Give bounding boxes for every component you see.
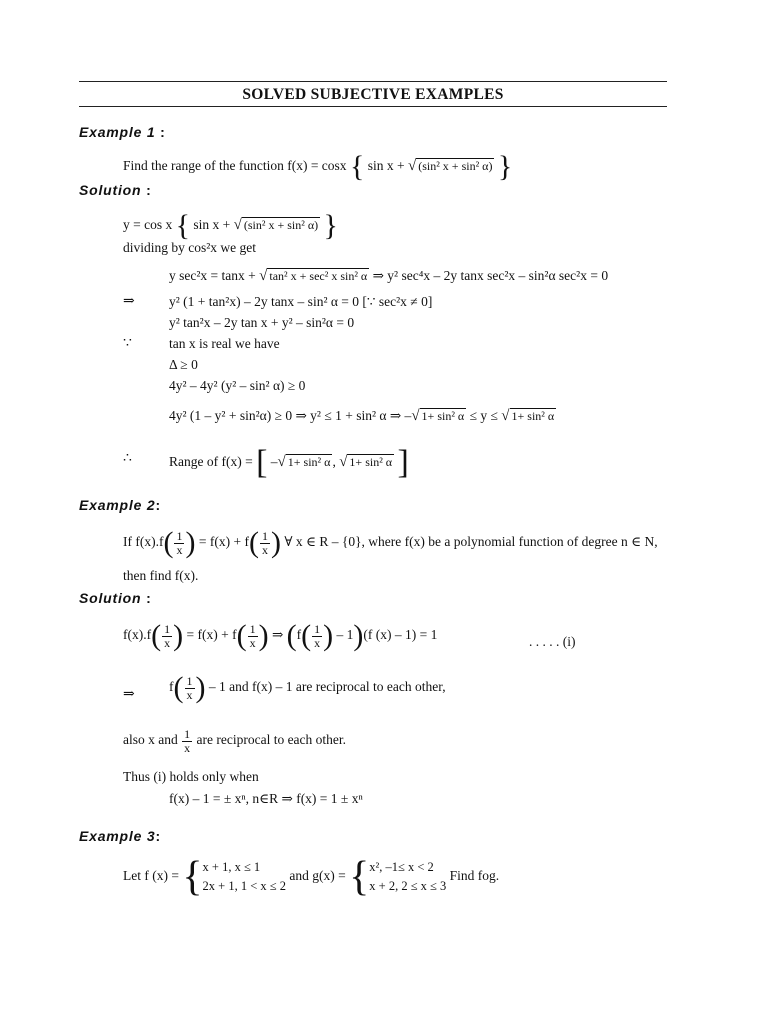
solution-1-line-1-lhs: y = cos x: [123, 217, 173, 233]
example-2-colon: :: [155, 497, 161, 513]
example-1-colon: :: [160, 124, 166, 140]
left-paren: (: [151, 619, 162, 652]
right-paren: ): [195, 671, 206, 704]
fraction-denominator: x: [314, 635, 321, 650]
f-case-2: 2x + 1, 1 < x ≤ 2: [202, 879, 286, 893]
f-case-1: x + 1, x ≤ 1: [202, 859, 261, 874]
right-paren: ): [258, 619, 269, 652]
example-3-label: Example 3: [79, 828, 156, 844]
example-1-label: Example 1: [79, 124, 156, 140]
right-bracket: ]: [397, 444, 409, 481]
sqrt-icon: √: [259, 268, 268, 284]
solution-1-line-8: 4y² – 4y² (y² – sin² α) ≥ 0: [169, 378, 306, 393]
example-3-part-a: Let f (x) =: [123, 868, 183, 884]
right-paren: ): [353, 619, 364, 652]
example-3-colon: :: [155, 828, 161, 844]
left-brace: {: [349, 854, 370, 900]
top-rule: [79, 81, 667, 82]
heading-rule: [79, 106, 667, 107]
fraction-denominator: x: [261, 542, 268, 557]
left-brace: {: [175, 209, 191, 242]
solution-2-line-1-a: f(x).f: [123, 627, 152, 643]
example-1-heading: [79, 124, 166, 140]
right-brace: }: [323, 209, 338, 242]
fraction-one-over-x: [312, 623, 322, 649]
implies-symbol: ⇒: [123, 294, 135, 309]
fraction-one-over-x: [185, 675, 195, 701]
left-paren: (: [173, 671, 184, 704]
solution-2-line-3: [123, 728, 346, 754]
right-paren: ): [173, 619, 184, 652]
therefore-symbol: ∴: [123, 451, 132, 466]
fraction-one-over-x: [162, 623, 172, 649]
sqrt-icon: √: [407, 158, 417, 175]
page-heading: SOLVED SUBJECTIVE EXAMPLES: [242, 86, 504, 103]
solution-2-line-1-f: (f (x) – 1) = 1: [363, 627, 438, 643]
solution-1-line-1-sqrt: (sin² x + sin² α): [243, 218, 319, 233]
example-3-part-c: Find fog.: [446, 868, 500, 884]
solution-2-line-1-c: ⇒: [268, 627, 287, 643]
solution-1-line-2: dividing by cos²x we get: [123, 240, 257, 255]
solution-1-line-5: y² tan²x – 2y tan x + y² – sin²α = 0: [169, 315, 355, 330]
range-comma: ,: [332, 454, 340, 470]
right-paren: ): [270, 526, 281, 559]
example-1-statement-text: Find the range of the function f(x) = cosx: [123, 158, 347, 174]
fraction-numerator: 1: [176, 528, 183, 543]
fraction-denominator: x: [249, 635, 256, 650]
range-lower-sqrt: 1+ sin² α: [287, 455, 331, 470]
fraction-one-over-x: [182, 728, 192, 754]
solution-2-line-2: [169, 673, 446, 703]
solution-2-label: Solution: [79, 590, 142, 606]
solution-2-line-1-b: = f(x) + f: [183, 627, 237, 643]
solution-2-heading: [79, 590, 152, 606]
left-paren: (: [236, 619, 247, 652]
g-case-2: x + 2, 2 ≤ x ≤ 3: [369, 879, 447, 893]
example-2-part-c: ∀ x ∈ R – {0}, where f(x) be a polynomial function of degree n ∈ N,: [280, 534, 658, 550]
solution-2-line-5: f(x) – 1 = ± xⁿ, n∈R ⇒ f(x) = 1 ± xⁿ: [169, 791, 363, 806]
example-3-heading: [79, 828, 161, 844]
solution-1-line-3-sqrt: tan² x + sec² x sin² α: [269, 269, 368, 283]
solution-1-line-9-sqrt-2: 1+ sin² α: [511, 409, 555, 423]
sqrt-icon: √: [277, 454, 286, 471]
example-3-statement: [123, 856, 499, 898]
fraction-numerator: 1: [184, 727, 191, 741]
fraction-numerator: 1: [249, 621, 256, 636]
example-2-statement: [123, 528, 658, 558]
solution-1-line-1-expr: sin x +: [193, 217, 234, 233]
implies-symbol: ⇒: [123, 687, 135, 702]
solution-2-line-3-b: are reciprocal to each other.: [193, 732, 347, 748]
solution-1-line-10: [169, 446, 409, 480]
fraction-denominator: x: [186, 687, 193, 702]
range-label: Range of f(x) =: [169, 454, 257, 470]
solution-1-line-9: [169, 408, 556, 424]
example-1-brace-expr: sin x +: [367, 158, 408, 174]
example-2-part-a: If f(x).f: [123, 534, 164, 550]
f-piecewise-cases: [203, 858, 286, 897]
solution-1-line-4: y² (1 + tan²x) – 2y tanx – sin² α = 0 [∵ sec²x ≠ 0]: [169, 294, 433, 309]
solution-1-line-9-sqrt-1: 1+ sin² α: [421, 409, 465, 423]
solution-2-line-3-a: also x and: [123, 732, 182, 748]
left-paren: (: [301, 619, 312, 652]
fraction-numerator: 1: [164, 621, 171, 636]
solution-1-line-9-lhs: 4y² (1 – y² + sin²α) ≥ 0 ⇒ y² ≤ 1 + sin² α ⇒ –: [169, 408, 412, 423]
fraction-numerator: 1: [261, 528, 268, 543]
right-brace: }: [497, 150, 513, 183]
equation-tag-i: . . . . . (i): [529, 634, 576, 649]
fraction-one-over-x: [174, 530, 184, 556]
example-1-statement: [123, 152, 512, 182]
example-3-part-b: and g(x) =: [285, 868, 350, 884]
example-1-sqrt-expr: (sin² x + sin² α): [418, 159, 493, 174]
right-paren: ): [323, 619, 334, 652]
solution-1-line-9-mid: ≤ y ≤: [466, 408, 502, 423]
fraction-one-over-x: [248, 623, 258, 649]
fraction-denominator: x: [176, 542, 183, 557]
example-2-part-b: = f(x) + f: [195, 534, 249, 550]
left-paren: (: [286, 619, 297, 652]
left-brace: {: [182, 854, 203, 900]
solution-2-colon: :: [146, 590, 152, 606]
solution-2-line-1-e: – 1: [333, 627, 354, 643]
solution-2-line-4: Thus (i) holds only when: [123, 769, 259, 784]
fraction-denominator: x: [184, 740, 191, 755]
sqrt-icon: √: [411, 408, 420, 424]
fraction-numerator: 1: [314, 621, 321, 636]
left-paren: (: [248, 526, 259, 559]
solution-1-label: Solution: [79, 182, 142, 198]
example-2-heading: [79, 497, 161, 513]
solution-1-line-7: Δ ≥ 0: [169, 357, 198, 372]
left-brace: {: [349, 150, 365, 183]
solution-2-line-2-a: f: [169, 679, 174, 695]
sqrt-icon: √: [339, 454, 348, 471]
left-paren: (: [163, 526, 174, 559]
solution-1-line-3-lhs: y sec²x = tanx +: [169, 268, 260, 283]
g-case-1: x², –1≤ x < 2: [369, 859, 434, 874]
solution-2-line-1: [123, 621, 437, 651]
solution-1-line-3: [169, 268, 608, 284]
fraction-one-over-x: [260, 530, 270, 556]
solution-2-line-2-b: – 1 and f(x) – 1 are reciprocal to each other,: [205, 679, 446, 695]
solution-1-line-1: [123, 211, 338, 241]
because-symbol: ∵: [123, 336, 132, 351]
solution-1-line-3-rhs: ⇒ y² sec⁴x – 2y tanx sec²x – sin²α sec²x = 0: [372, 268, 609, 283]
range-upper-sqrt: 1+ sin² α: [349, 455, 393, 470]
g-piecewise-cases: [369, 858, 446, 897]
solution-1-colon: :: [146, 182, 152, 198]
solution-1-line-6: tan x is real we have: [169, 336, 280, 351]
fraction-numerator: 1: [186, 673, 193, 688]
example-2-statement-line-2: then find f(x).: [123, 568, 199, 583]
sqrt-icon: √: [233, 217, 242, 234]
left-bracket: [: [256, 444, 268, 481]
solution-2-line-1-d: f: [296, 627, 302, 643]
example-2-label: Example 2: [79, 497, 156, 513]
fraction-denominator: x: [164, 635, 171, 650]
sqrt-icon: √: [501, 408, 510, 424]
solution-1-heading: [79, 182, 152, 198]
right-paren: ): [185, 526, 196, 559]
range-negative-sign: –: [270, 454, 278, 470]
